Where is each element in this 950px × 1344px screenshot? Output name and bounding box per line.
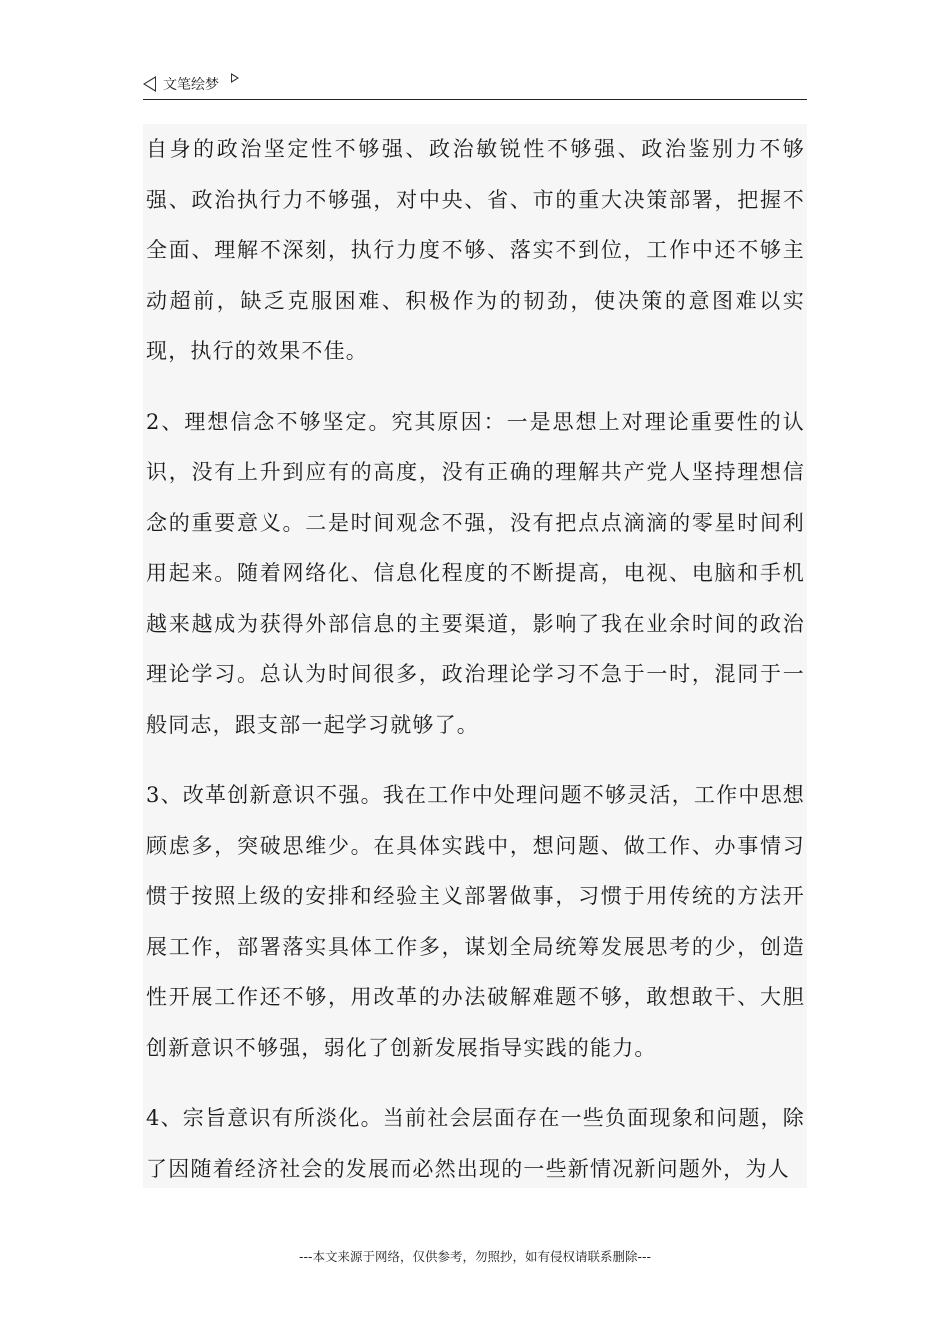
paragraph-4: 4、宗旨意识有所淡化。当前社会层面存在一些负面现象和问题，除了因随着经济社会的发展而必然出现的一些新情况新问题外，为人 — [146, 1106, 805, 1181]
paragraph-1: 自身的政治坚定性不够强、政治敏锐性不够强、政治鉴别力不够强、政治执行力不够强，对中央、省、市的重大决策部署，把握不全面、理解不深刻，执行力度不够、落实不到位，工作中还不够主动超前，缺乏克服困难、积极作为的韧劲，使决策的意图难以实现，执行的效果不佳。 — [146, 137, 805, 363]
page-header — [143, 70, 807, 100]
paragraph-gap — [143, 1073, 807, 1093]
triangle-right-icon — [231, 73, 239, 83]
triangle-left-icon — [143, 76, 156, 92]
paragraph-2: 2、理想信念不够坚定。究其原因：一是思想上对理论重要性的认识，没有上升到应有的高度，没有正确的理解共产党人坚持理想信念的重要意义。二是时间观念不强，没有把点点滴滴的零星时间利用起来。随着网络化、信息化程度的不断提高，电视、电脑和手机越来越成为获得外部信息的主要渠道，影响了我在业余时间的政治理论学习。总认为时间很多，政治理论学习不急于一时，混同于一般同志，跟支部一起学习就够了。 — [146, 409, 805, 737]
header-title: 文笔绘梦 — [163, 77, 219, 93]
paragraph-gap — [143, 750, 807, 770]
footer-notice: ---本文来源于网络，仅供参考，勿照抄，如有侵权请联系删除--- — [298, 1249, 652, 1264]
paragraph-gap — [143, 377, 807, 397]
paragraph-3: 3、改革创新意识不强。我在工作中处理问题不够灵活，工作中思想顾虑多，突破思维少。在具体实践中，想问题、做工作、办事情习惯于按照上级的安排和经验主义部署做事，习惯于用传统的方法开展工作，部署落实具体工作多，谋划全局统筹发展思考的少，创造性开展工作还不够，用改革的办法破解难题不够，敢想敢干、大胆创新意识不够强，弱化了创新发展指导实践的能力。 — [146, 783, 805, 1060]
document-body — [143, 124, 807, 1188]
